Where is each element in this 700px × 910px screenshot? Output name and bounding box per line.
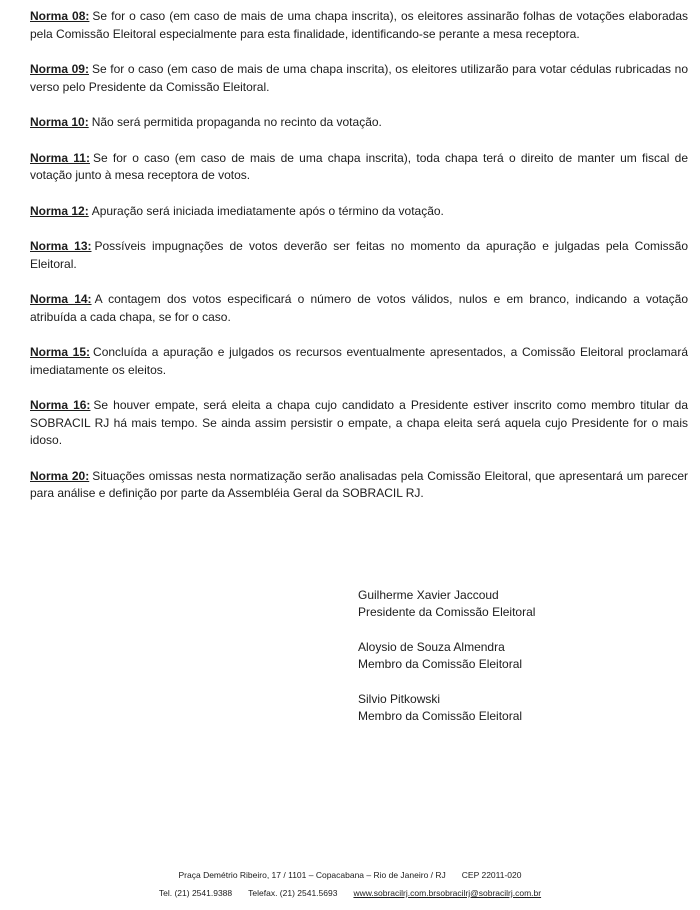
norm-text: Se for o caso (em caso de mais de uma chapa inscrita), toda chapa terá o direito de manter um fiscal de votação junto à mesa receptora de votos. (30, 150, 688, 182)
signature-president (358, 587, 688, 622)
signature-role: Membro da Comissão Eleitoral (358, 709, 523, 723)
norm-paragraph-16 (30, 397, 688, 450)
norm-paragraph-14 (30, 291, 688, 326)
norm-text: Apuração será iniciada imediatamente após o término da votação. (91, 203, 444, 218)
signature-name: Guilherme Xavier Jaccoud (358, 587, 499, 602)
footer-website-link[interactable]: www.sobracilrj.com.brsobracilrj@sobracilrj.com.br (353, 888, 542, 898)
norm-label: Norma 16: (30, 398, 91, 412)
footer-tel: Tel. (21) 2541.9388 (158, 888, 233, 898)
signature-member-1 (358, 639, 688, 674)
footer-contact-line (0, 884, 700, 902)
page-footer (0, 866, 700, 902)
signature-role: Membro da Comissão Eleitoral (358, 657, 523, 671)
footer-cep: CEP 22011-020 (461, 870, 522, 880)
norm-paragraph-12 (30, 203, 688, 221)
norm-text: Situações omissas nesta normatização serão analisadas pela Comissão Eleitoral, que apresentará um parecer para análise e definição por parte da Assembléia Geral da SOBRACIL RJ. (30, 468, 688, 500)
norm-label: Norma 13: (30, 239, 92, 253)
norm-text: Concluída a apuração e julgados os recursos eventualmente apresentados, a Comissão Eleitoral proclamará imediatamente os eleitos. (30, 345, 689, 377)
norm-paragraph-10 (30, 114, 688, 132)
footer-telefax: Telefax. (21) 2541.5693 (248, 888, 338, 898)
norm-text: Se houver empate, será eleita a chapa cujo candidato a Presidente estiver inscrito como membro titular da SOBRACIL RJ há mais tempo. Se ainda assim persistir o empate, a chapa eleita será aquela cujo Presidente for o mais idoso. (30, 398, 688, 447)
norm-text: Possíveis impugnações de votos deverão ser feitas no momento da apuração e julgadas pela Comissão Eleitoral. (30, 239, 689, 271)
norm-label: Norma 12: (30, 203, 89, 218)
footer-address-line (0, 866, 700, 884)
norm-label: Norma 09: (30, 62, 89, 76)
norm-paragraph-20 (30, 468, 688, 503)
norm-label: Norma 11: (30, 150, 90, 165)
norm-label: Norma 20: (30, 468, 90, 483)
signature-name: Aloysio de Souza Almendra (358, 639, 505, 654)
norm-text: Se for o caso (em caso de mais de uma chapa inscrita), os eleitores utilizarão para votar cédulas rubricadas no verso pelo Presidente da Comissão Eleitoral. (30, 62, 689, 94)
norm-label: Norma 08: (30, 9, 90, 23)
footer-address: Praça Demétrio Ribeiro, 17 / 1101 – Copacabana – Rio de Janeiro / RJ (178, 870, 446, 880)
norm-text: Não será permitida propaganda no recinto da votação. (91, 115, 382, 129)
norm-label: Norma 14: (30, 292, 92, 306)
norm-paragraph-08 (30, 8, 688, 43)
signature-name: Silvio Pitkowski (358, 691, 441, 706)
norm-text: A contagem dos votos especificará o número de votos válidos, nulos e em branco, indicando a votação atribuída a cada chapa, se for o caso. (30, 292, 689, 324)
signature-role: Presidente da Comissão Eleitoral (358, 605, 536, 619)
norm-paragraph-11 (30, 150, 688, 185)
norm-paragraph-13 (30, 238, 688, 273)
signature-block (358, 587, 688, 726)
norm-text: Se for o caso (em caso de mais de uma chapa inscrita), os eleitores assinarão folhas de votações elaboradas pela Comissão Eleitoral especialmente para esta finalidade, identificando-se perante a mesa receptora. (30, 9, 688, 41)
norm-label: Norma 15: (30, 345, 91, 359)
norm-label: Norma 10: (30, 115, 89, 129)
signature-member-2 (358, 691, 688, 726)
norm-paragraph-09 (30, 61, 688, 96)
norm-paragraph-15 (30, 344, 688, 379)
